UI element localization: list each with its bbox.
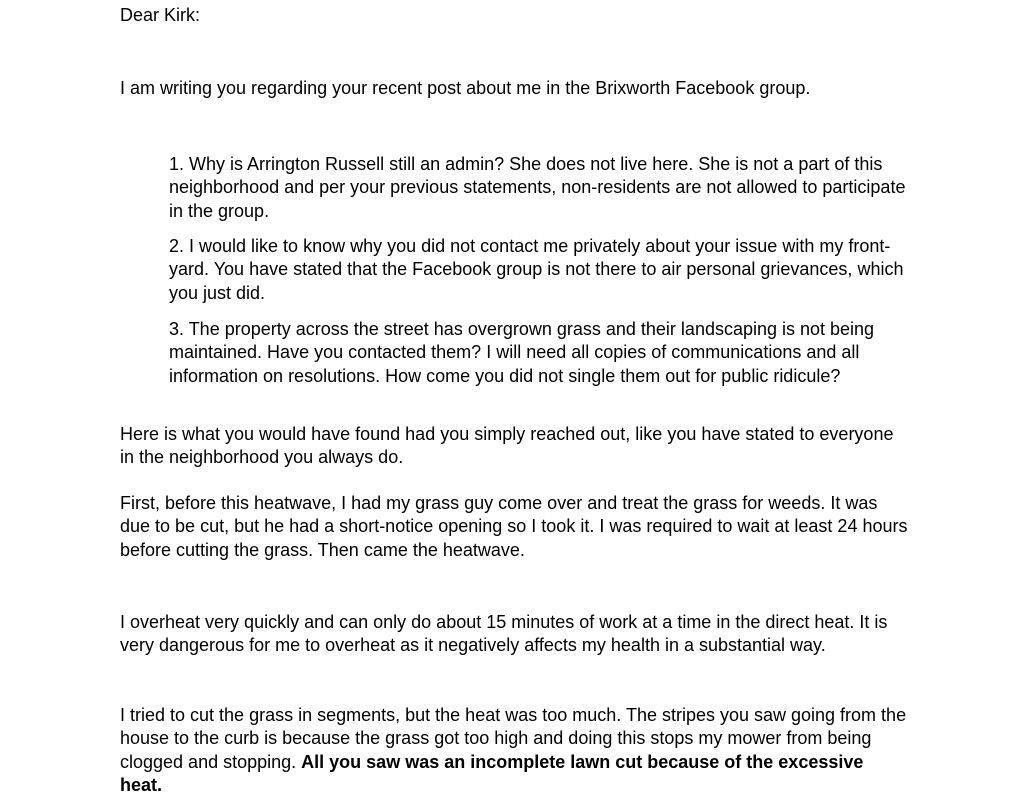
salutation: Dear Kirk:: [120, 5, 201, 25]
segments-paragraph: [120, 704, 910, 797]
list-item-1: 1. Why is Arrington Russell still an admin? She does not live here. She is not a part of this neighborhood and per your previous statements, non-residents are not allowed to participate in the group.: [169, 154, 906, 221]
segments-bold-text: All you saw was an incomplete lawn cut because of the excessive heat.: [120, 751, 864, 795]
intro-paragraph: I am writing you regarding your recent post about me in the Brixworth Facebook group.: [120, 78, 811, 98]
segments-text: I tried to cut the grass in segments, but the heat was too much. The stripes you saw going from the house to the curb is because the grass got too high and doing this stops my mower from being clogged and stopping.: [120, 705, 907, 772]
overheat-paragraph: I overheat very quickly and can only do about 15 minutes of work at a time in the direct heat. It is very dangerous for me to overheat as it negatively affects my health in a substantial way.: [120, 612, 888, 656]
list-item-3: 3. The property across the street has overgrown grass and their landscaping is not being maintained. Have you contacted them? I will need all copies of communications and all information on resolutions. How come you did not single them out for public ridicule?: [169, 319, 875, 386]
heatwave-paragraph: First, before this heatwave, I had my grass guy come over and treat the grass for weeds. It was due to be cut, but he had a short-notice opening so I took it. I was required to wait at least 24 hours before cutting the grass. Then came the heatwave.: [120, 493, 908, 560]
reach-out-paragraph: Here is what you would have found had you simply reached out, like you have stated to everyone in the neighborhood you always do.: [120, 424, 894, 468]
list-item-2: 2. I would like to know why you did not contact me privately about your issue with my front-yard. You have stated that the Facebook group is not there to air personal grievances, which you just did.: [169, 236, 904, 303]
